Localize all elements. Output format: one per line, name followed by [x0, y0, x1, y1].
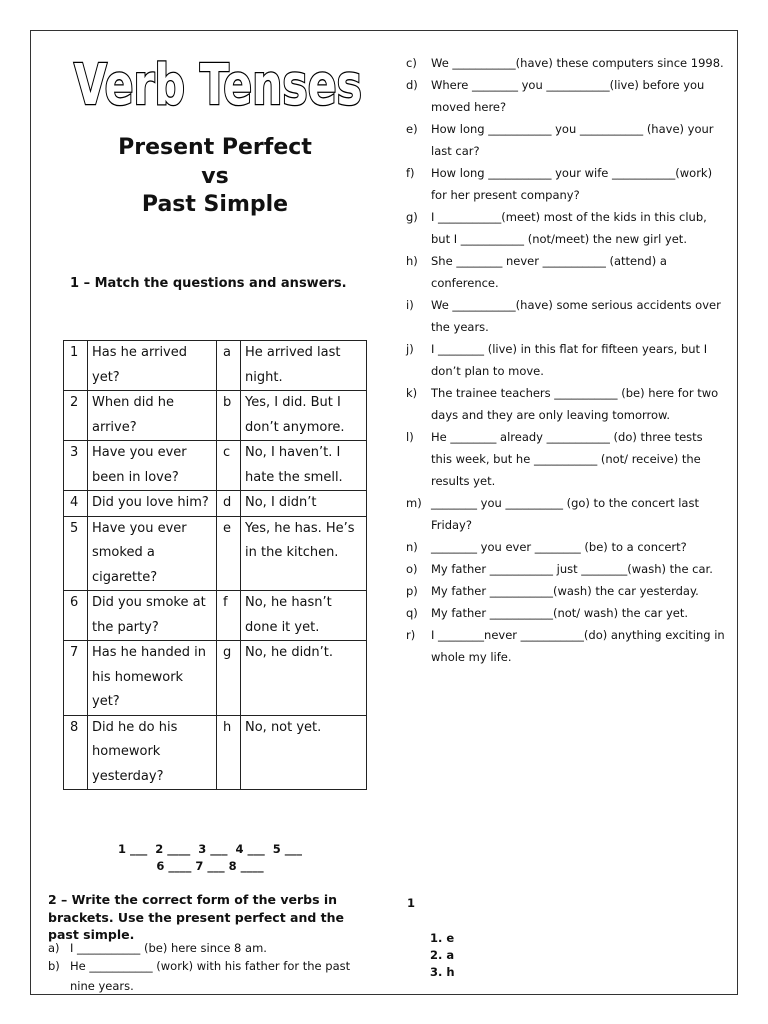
item-label: e)	[406, 122, 418, 136]
row-answer: No, I haven’t. I hate the smell.	[241, 441, 367, 491]
item-text: I ___________(meet) most of the kids in this club, but I ___________ (not/meet) the new girl yet.	[431, 210, 707, 246]
item-text: ________ you __________ (go) to the concert last Friday?	[431, 496, 699, 532]
match-row	[64, 591, 367, 641]
matching-answer-slots	[70, 841, 350, 875]
row-number: 1	[64, 341, 88, 391]
item-label: h)	[406, 254, 418, 268]
exercise-item	[406, 206, 726, 250]
exercise-2-items-left	[48, 940, 368, 996]
match-row	[64, 441, 367, 491]
match-row	[64, 641, 367, 716]
exercise-item	[406, 624, 726, 668]
matching-table	[63, 340, 367, 790]
worksheet-title	[58, 44, 378, 116]
exercise-item	[406, 338, 726, 382]
row-letter: f	[217, 591, 241, 641]
row-answer: He arrived last night.	[241, 341, 367, 391]
item-text: He ________ already ___________ (do) three tests this week, but he ___________ (not/ receive) the results yet.	[431, 430, 703, 488]
exercise-2-items-right	[406, 52, 726, 668]
item-text: I ___________ (be) here since 8 am.	[70, 941, 267, 955]
row-number: 3	[64, 441, 88, 491]
row-letter: g	[217, 641, 241, 716]
answer-key-item: 2. a	[430, 948, 455, 962]
item-text: We ___________(have) some serious accidents over the years.	[431, 298, 721, 334]
row-letter: c	[217, 441, 241, 491]
item-text: My father ___________(not/ wash) the car yet.	[431, 606, 689, 620]
row-answer: No, he didn’t.	[241, 641, 367, 716]
exercise-item	[406, 250, 726, 294]
exercise-2-heading: 2 – Write the correct form of the verbs in brackets. Use the present perfect and the past simple.	[48, 892, 345, 942]
item-text: We ___________(have) these computers since 1998.	[431, 56, 724, 70]
exercise-item	[406, 426, 726, 492]
row-number: 6	[64, 591, 88, 641]
exercise-item	[406, 536, 726, 558]
subtitle-line-3: Past Simple	[141, 192, 289, 217]
item-text: How long ___________ your wife ___________(work) for her present company?	[431, 166, 713, 202]
row-answer: Yes, he has. He’s in the kitchen.	[241, 516, 367, 591]
item-label: g)	[406, 210, 418, 224]
item-label: o)	[406, 562, 418, 576]
answer-slots-line-2: 6 ____ 7 ___ 8 ____	[156, 859, 264, 873]
item-label: f)	[406, 166, 415, 180]
row-answer: No, not yet.	[241, 715, 367, 790]
item-label: i)	[406, 298, 414, 312]
row-question: Did you love him?	[88, 491, 217, 517]
row-letter: h	[217, 715, 241, 790]
exercise-item	[406, 52, 726, 74]
item-label: p)	[406, 584, 418, 598]
item-text: ________ you ever ________ (be) to a concert?	[431, 540, 687, 554]
item-text: I ________ (live) in this flat for fifteen years, but I don’t plan to move.	[431, 342, 708, 378]
row-number: 4	[64, 491, 88, 517]
item-text: My father ___________ just ________(wash) the car.	[431, 562, 713, 576]
row-answer: No, he hasn’t done it yet.	[241, 591, 367, 641]
item-label: c)	[406, 56, 417, 70]
answer-slots-line-1: 1 ___ 2 ____ 3 ___ 4 ___ 5 ___	[117, 842, 303, 856]
row-question: Did you smoke at the party?	[88, 591, 217, 641]
item-label: b)	[48, 959, 60, 973]
title-text: Verb Tenses	[74, 53, 362, 116]
match-row	[64, 491, 367, 517]
item-text: I ________never ___________(do) anything exciting in whole my life.	[431, 628, 725, 664]
exercise-item	[406, 74, 726, 118]
subtitle	[60, 134, 370, 220]
row-number: 8	[64, 715, 88, 790]
row-number: 5	[64, 516, 88, 591]
row-letter: e	[217, 516, 241, 591]
match-row	[64, 715, 367, 790]
row-answer: No, I didn’t	[241, 491, 367, 517]
exercise-item	[48, 958, 368, 996]
item-label: k)	[406, 386, 418, 400]
item-label: n)	[406, 540, 418, 554]
item-label: q)	[406, 606, 418, 620]
match-row	[64, 516, 367, 591]
exercise-item	[406, 162, 726, 206]
item-text: He ___________ (work) with his father for the past nine years.	[70, 959, 351, 993]
exercise-item	[406, 558, 726, 580]
row-question: When did he arrive?	[88, 391, 217, 441]
exercise-item	[406, 492, 726, 536]
answer-key-item: 1. e	[430, 931, 455, 945]
row-question: Have you ever been in love?	[88, 441, 217, 491]
row-question: Did he do his homework yesterday?	[88, 715, 217, 790]
exercise-item	[406, 294, 726, 338]
answer-key-title: 1	[407, 896, 416, 910]
item-text: She ________ never ___________ (attend) a conference.	[431, 254, 667, 290]
subtitle-line-2: vs	[201, 163, 229, 189]
item-text: The trainee teachers ___________ (be) here for two days and they are only leaving tomorrow.	[431, 386, 719, 422]
subtitle-line-1: Present Perfect	[118, 135, 312, 160]
row-number: 2	[64, 391, 88, 441]
row-question: Has he handed in his homework yet?	[88, 641, 217, 716]
item-text: How long ___________ you ___________ (have) your last car?	[431, 122, 714, 158]
row-number: 7	[64, 641, 88, 716]
exercise-item	[406, 580, 726, 602]
item-label: d)	[406, 78, 418, 92]
item-text: Where ________ you ___________(live) before you moved here?	[431, 78, 705, 114]
answer-key-list	[430, 930, 455, 981]
item-label: r)	[406, 628, 416, 642]
item-label: m)	[406, 496, 422, 510]
row-letter: d	[217, 491, 241, 517]
exercise-item	[406, 602, 726, 624]
exercise-item	[406, 118, 726, 162]
item-label: j)	[406, 342, 414, 356]
match-row	[64, 341, 367, 391]
exercise-1-heading: 1 – Match the questions and answers.	[70, 276, 347, 291]
match-row	[64, 391, 367, 441]
exercise-item	[406, 382, 726, 426]
row-question: Have you ever smoked a cigarette?	[88, 516, 217, 591]
item-label: l)	[406, 430, 414, 444]
row-answer: Yes, I did. But I don’t anymore.	[241, 391, 367, 441]
row-question: Has he arrived yet?	[88, 341, 217, 391]
answer-key-item: 3. h	[430, 965, 455, 979]
item-text: My father ___________(wash) the car yesterday.	[431, 584, 699, 598]
row-letter: b	[217, 391, 241, 441]
item-label: a)	[48, 941, 60, 955]
row-letter: a	[217, 341, 241, 391]
